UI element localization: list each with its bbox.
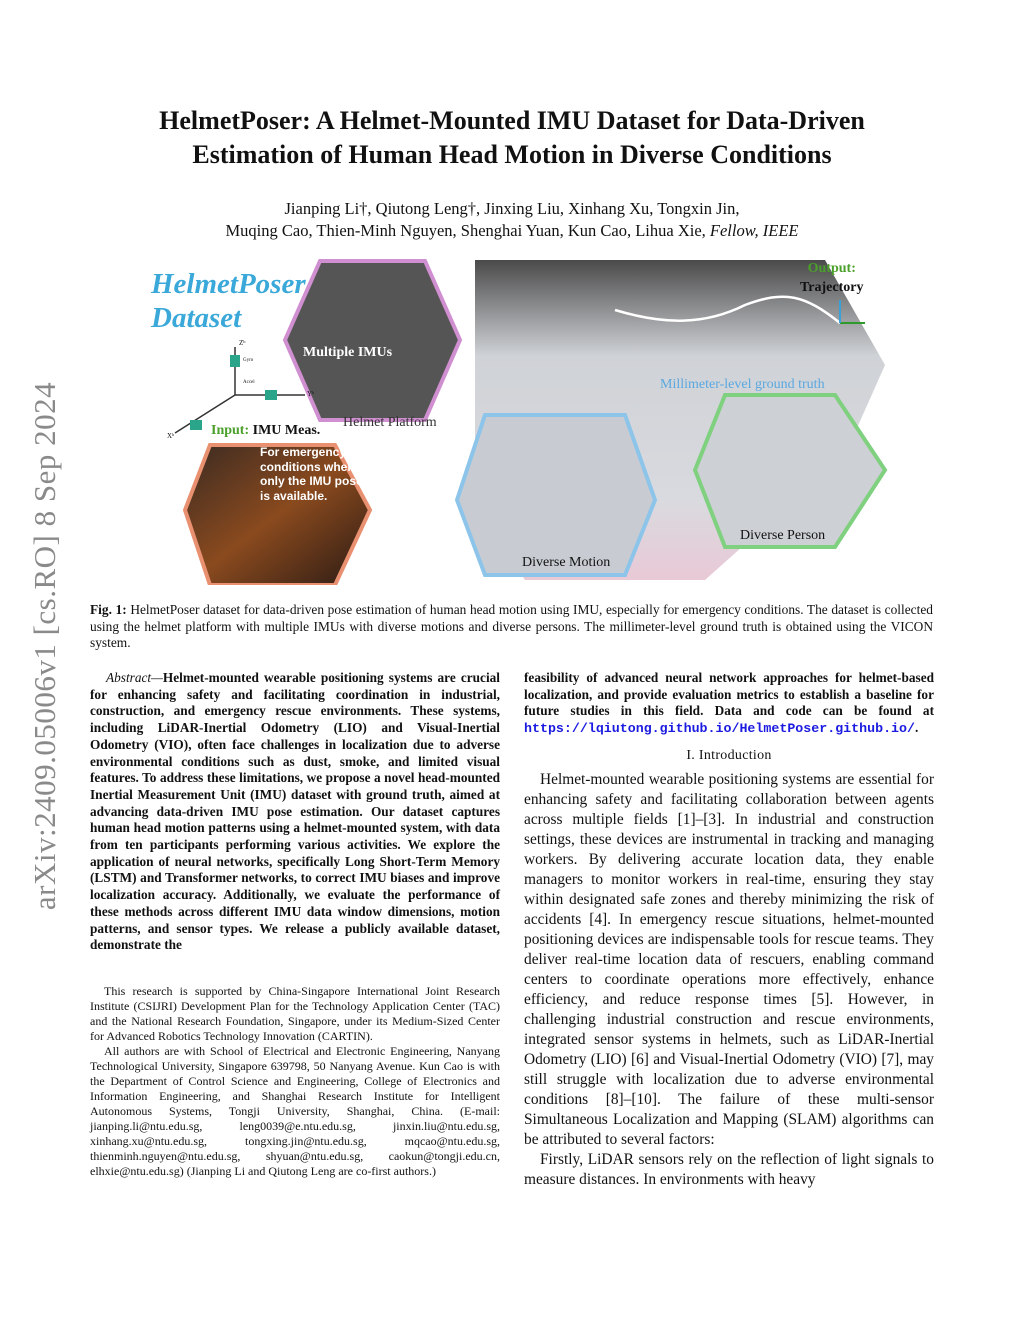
helmet-platform-label: Helmet Platform [343, 415, 437, 430]
axis-x-label: Xᵇ [167, 432, 175, 440]
axis-y-label: Yᵇ [307, 390, 315, 398]
output-label-key: Output: [807, 261, 856, 276]
diverse-motion-hexagon [457, 415, 655, 575]
title-line-1: HelmetPoser: A Helmet-Mounted IMU Dataset for Data-Driven [159, 106, 865, 135]
multiple-imus-label: Multiple IMUs [303, 345, 393, 360]
figure-1 [145, 255, 905, 585]
arxiv-sidebar-id: arXiv:2409.05006v1 [cs.RO] 8 Sep 2024 [27, 381, 62, 911]
input-label [211, 423, 320, 439]
axis-z-label: Zᵇ [239, 339, 246, 347]
authors-fellow: Fellow, IEEE [709, 221, 799, 240]
input-label-key: Input: [211, 423, 250, 438]
left-column [90, 670, 500, 1179]
ground-truth-label: Millimeter-level ground truth [660, 377, 825, 392]
diverse-motion-label: Diverse Motion [522, 555, 611, 570]
diverse-person-label: Diverse Person [740, 528, 826, 543]
gyro-label: Gyro [243, 358, 254, 363]
footnote-funding: This research is supported by China-Singapore International Joint Research Institute (CSIJRI) Development Plan for the Technology Application Center (TAC) and the National Research Foundation, Singapore, under its Medium-Sized Center for Advanced Robotics Technology Innovation (CARTIN). [90, 983, 500, 1043]
caption-text: HelmetPoser dataset for data-driven pose estimation of human head motion using IMU, especially for emergency conditions. The dataset is collected using the helmet platform with multiple IMUs with diverse motions and diverse persons. The millimeter-level ground truth is obtained using the VICON system. [90, 602, 933, 651]
abstract-text: Helmet-mounted wearable positioning systems are crucial for enhancing safety and facilitating coordination in industrial, construction, and emergency rescue environments. These systems, including LiDAR-Inertial Odometry (LIO) and Visual-Inertial Odometry (VIO), often face challenges in localization due to adverse environmental conditions such as dust, smoke, and limited visual features. To address these limitations, we propose a novel head-mounted Inertial Measurement Unit (IMU) dataset with ground truth, aimed at advancing data-driven IMU pose estimation. Our dataset captures human head motion patterns using a helmet-mounted system, with data from ten participants performing various activities. We explore the application of neural networks, specifically Long Short-Term Memory (LSTM) and Transformer networks, to correct IMU biases and improve localization accuracy. Additionally, we evaluate the performance of these methods across different IMU data window dimensions, motion patterns, and sensor types. We release a publicly available dataset, demonstrate the [90, 670, 500, 953]
intro-paragraph-1: Helmet-mounted wearable positioning systems are essential for enhancing safety and facilitating collaboration between agents across multiple fields [1]–[3]. In industrial and construction settings, these devices are instrumental in tracking and managing workers. By delivering accurate location data, they enable managers to monitor workers in real-time, ensuring they stay within designated safe zones and thereby minimizing the risk of accidents [4]. In emergency rescue situations, helmet-mounted positioning devices are indispensable tools for rescue teams. They deliver real-time location data of rescuers, enabling command centers to coordinate operations more effectively, enhance efficiency, and reduce response times [5]. However, in challenging industrial construction and rescue environments, integrated sensor systems in helmets, such as LiDAR-Inertial Odometry (LIO) [6] and Visual-Inertial Odometry (VIO) [7], may still struggle with localization due to adverse environmental conditions [8]–[10]. The failure of these multi-sensor Simultaneous Localization and Mapping (SLAM) algorithms can be attributed to several factors: [524, 770, 934, 1148]
section-heading-introduction: I. Introduction [686, 747, 772, 763]
abstract [90, 670, 500, 954]
footnote-affiliations: All authors are with School of Electrical and Electronic Engineering, Nanyang Technological University, Singapore 639798, 50 Nanyang Avenue. Kun Cao is with the Department of Control Science and Engineering, College of Electronics and Information Engineering, and Shanghai Research Institute for Intelligent Autonomous Systems, Tongji University, Shanghai, China. (E-mail: jianping.li@ntu.edu.sg, leng0039@e.ntu.edu.sg, jinxin.liu@ntu.edu.sg, xinhang.xu@ntu.edu.sg, tongxing.jin@ntu.edu.sg, mqcao@ntu.edu.sg, thienminh.nguyen@ntu.edu.sg, shyuan@ntu.edu.sg, caokun@tongji.edu.cn, elhxie@ntu.edu.sg) (Jianping Li and Qiutong Leng are co-first authors.) [90, 1043, 500, 1178]
abstract-continued [524, 670, 934, 738]
figure-caption [90, 602, 933, 652]
imu-axes-diagram [175, 347, 305, 433]
output-label [800, 259, 863, 297]
footnotes [90, 984, 500, 1179]
authors-line-1: Jianping Li†, Qiutong Leng†, Jinxing Liu, Xinhang Xu, Tongxin Jin, [284, 199, 740, 218]
emergency-note: For emergency conditions where only the IMU pose is available. [260, 445, 363, 503]
right-column [524, 670, 934, 1190]
dataset-title-line-2: Dataset [151, 302, 242, 334]
caption-label: Fig. 1: [90, 602, 127, 617]
abstract-label: Abstract— [106, 670, 163, 685]
abstract-continued-text: feasibility of advanced neural network approaches for helmet-based localization, and provide evaluation metrics to establish a baseline for future studies in this field. Data and code can be found at [524, 670, 934, 719]
authors-line-2: Muqing Cao, Thien-Minh Nguyen, Shenghai Yuan, Kun Cao, Lihua Xie, [225, 221, 706, 240]
abstract-end: . [915, 720, 919, 736]
dataset-url-link[interactable]: https://lqiutong.github.io/HelmetPoser.github.io/ [524, 721, 915, 737]
dataset-title [151, 267, 306, 335]
paper-title [100, 104, 924, 172]
accel-label: Accel [243, 380, 255, 385]
author-list [100, 198, 924, 242]
input-label-value: IMU Meas. [252, 423, 321, 438]
dataset-title-line-1: HelmetPoser [151, 268, 306, 300]
title-line-2: Estimation of Human Head Motion in Diverse Conditions [192, 140, 832, 169]
output-label-value: Trajectory [800, 280, 864, 295]
intro-paragraph-2: Firstly, LiDAR sensors rely on the reflection of light signals to measure distances. In environments with heavy [524, 1150, 934, 1188]
